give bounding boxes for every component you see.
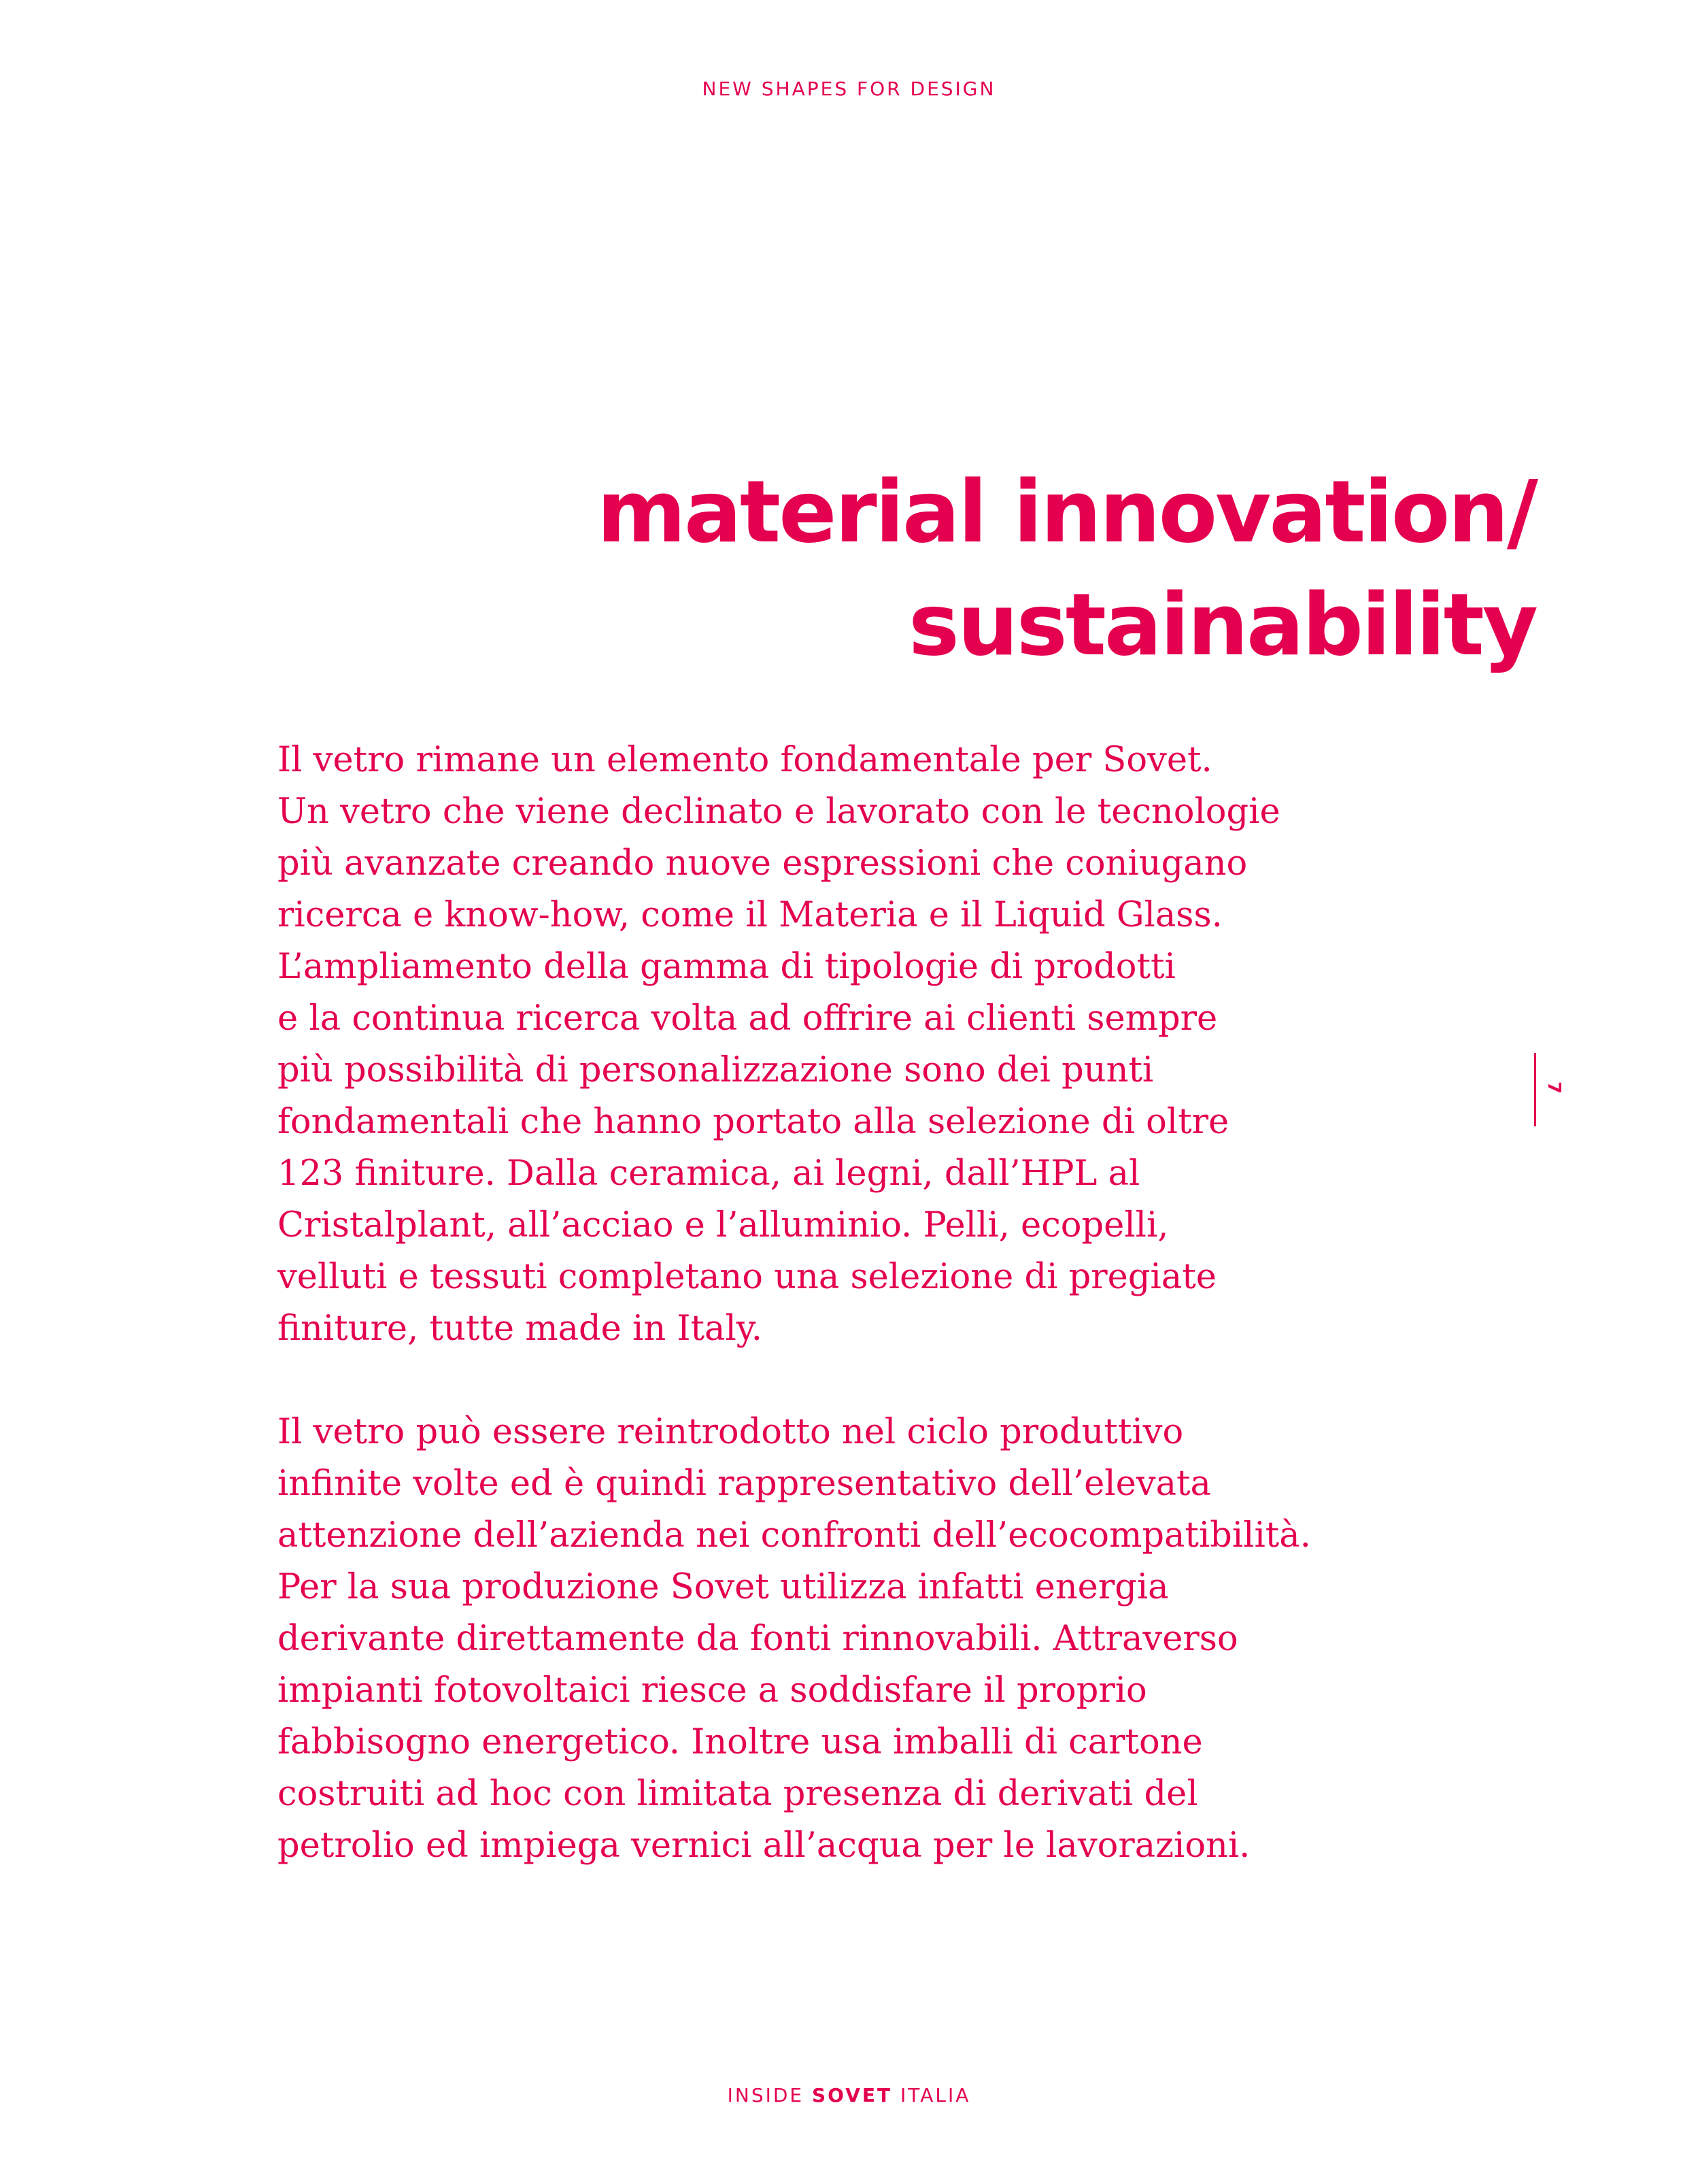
running-header: NEW SHAPES FOR DESIGN <box>702 78 996 100</box>
text-line: fabbisogno energetico. Inoltre usa imballi di cartone <box>277 1722 1203 1762</box>
text-line: finiture, tutte made in Italy. <box>277 1309 763 1349</box>
text-line: Il vetro rimane un elemento fondamentale per Sovet. <box>277 740 1212 780</box>
title-line-1: material innovation/ <box>596 462 1536 562</box>
page-marker <box>1534 1053 1582 1126</box>
paragraph-1 <box>277 735 1433 1355</box>
footer-prefix: INSIDE <box>727 2084 812 2106</box>
text-line: Il vetro può essere reintrodotto nel ciclo produttivo <box>277 1412 1184 1452</box>
text-line: 123 finiture. Dalla ceramica, ai legni, dall’HPL al <box>277 1154 1140 1194</box>
text-line: L’ampliamento della gamma di tipologie di prodotti <box>277 947 1176 987</box>
footer <box>0 2084 1698 2106</box>
text-line: costruiti ad hoc con limitata presenza di derivati del <box>277 1774 1198 1814</box>
paragraph-2 <box>277 1407 1433 1872</box>
text-line: più avanzate creando nuove espressioni che coniugano <box>277 843 1248 884</box>
text-line: infinite volte ed è quindi rappresentativo dell’elevata <box>277 1464 1211 1504</box>
text-line: impianti fotovoltaici riesce a soddisfare il proprio <box>277 1670 1147 1711</box>
footer-brand: SOVET <box>812 2084 893 2106</box>
title-line-2: sustainability <box>909 575 1536 675</box>
footer-suffix: ITALIA <box>892 2084 971 2106</box>
text-line: derivante direttamente da fonti rinnovabili. Attraverso <box>277 1619 1238 1659</box>
text-line: velluti e tessuti completano una selezione di pregiate <box>277 1257 1217 1297</box>
text-line: Cristalplant, all’acciao e l’alluminio. Pelli, ecopelli, <box>277 1205 1169 1245</box>
text-line: attenzione dell’azienda nei confronti dell’ecocompatibilità. <box>277 1515 1311 1556</box>
page-title <box>597 456 1536 682</box>
page-number: 7 <box>1544 1081 1565 1094</box>
text-line: Per la sua produzione Sovet utilizza infatti energia <box>277 1567 1169 1607</box>
page-number-rule <box>1534 1053 1536 1126</box>
text-line: e la continua ricerca volta ad offrire ai clienti sempre <box>277 998 1218 1039</box>
body-text <box>277 735 1433 1872</box>
text-line: fondamentali che hanno portato alla selezione di oltre <box>277 1102 1229 1142</box>
text-line: ricerca e know-how, come il Materia e il Liquid Glass. <box>277 895 1223 935</box>
text-line: petrolio ed impiega vernici all’acqua per le lavorazioni. <box>277 1826 1251 1866</box>
text-line: più possibilità di personalizzazione sono dei punti <box>277 1050 1154 1090</box>
text-line: Un vetro che viene declinato e lavorato con le tecnologie <box>277 792 1280 832</box>
